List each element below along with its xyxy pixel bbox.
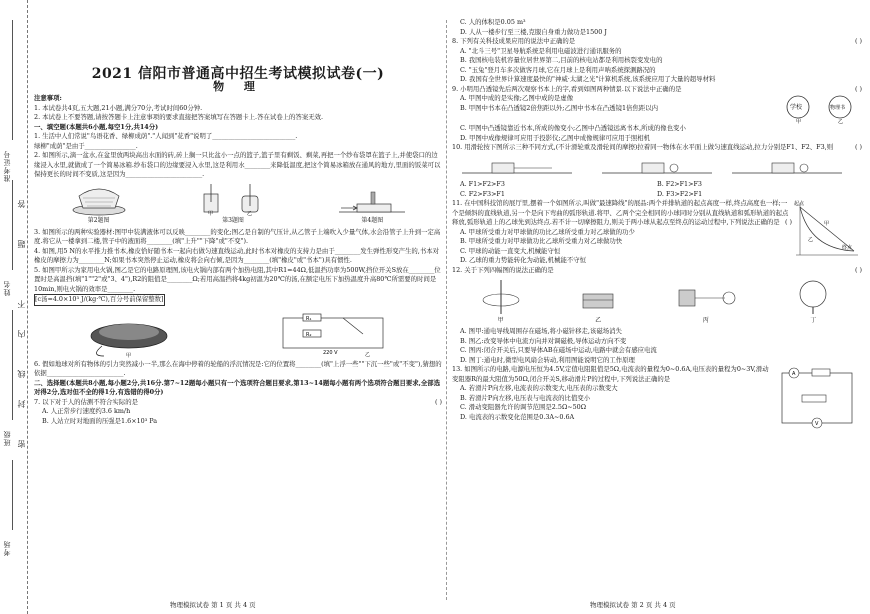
question-11-stem: 11. 在中国科技馆的展厅里,摆着一个如图所示,叫做"最速降线"的展品:两个并排轨道的起点高度一样,终点高度也一样;一个是倾斜的直线轨道,另一个是向下弯曲的弧形轨道.将甲、乙两个完全相同的小球同时分别从直线轨道和弧形轨道的起点释放,弧形轨道上的乙球先到达终点.若不计一切摩擦阻力,则关于两小球从起点至终点的运动过程中,下列说法正确的是	[452, 199, 789, 226]
answer-paren: ( )	[854, 84, 862, 93]
q12-option-c: C. 图丙:闭合开关后,只要导体AB在磁场中运动,电路中就会有感应电流	[460, 346, 657, 354]
question-12-stem: 12. 关于下列四幅图的说法正确的是	[452, 265, 554, 274]
q12-option-a: A. 图甲:通电导线周围存在磁场,将小磁针移走,该磁场消失	[460, 327, 622, 335]
figure-q12-label: 甲	[497, 316, 504, 324]
question-7	[34, 398, 442, 408]
magnet-rail-illustration	[573, 278, 623, 316]
section-1-heading: 一、填空题(本题共6小题,每空1分,共14分)	[34, 122, 159, 131]
question-5: 5. 如图甲所示为家用电火锅,图乙是它的电路原理图,该电火锅内部有两个加热电阻,其中R1=44Ω,低温挡功率为500W,挡位开关S放在________位置时是高温挡(填"1""2"或"3、4"),R2的阻值是________Ω;若用高温挡将4kg初温为20℃的汤,在额定电压下加热温度升高80℃所需要的时间是10min,则电火锅的效率是________.	[34, 265, 441, 293]
question-3: 3. 如图所示的两种实验器材:图甲中装满液体可以反映________的变化;图乙是自制的气压计,从乙管子上端吹入少量气体,水会沿管子上升到一定高度.将它从一楼拿到二楼,管子中的液面将________(填"上升""下降"或"不变").	[34, 227, 441, 245]
circuit-r1-r2-illustration	[273, 312, 393, 358]
fan-illustration	[788, 278, 838, 316]
q11-option-a: A. 甲球所受重力对甲球做的功比乙球所受重力对乙球做的功少	[460, 227, 635, 236]
question-6: 6. 假如地球对所有物体的引力突然减小一半,那么在海中停着的轮船的浮沉情况是:它的位置将________(填"上浮一些""下沉一些"或"不变"),猜想的依据________________________.	[34, 359, 442, 377]
gutter-seal-char: 内	[17, 330, 26, 338]
q10-option-c: C. F2>F3>F1	[460, 189, 505, 198]
q10-options-row-2	[452, 190, 862, 200]
gutter-line	[12, 460, 13, 530]
lens-text-school: 学校	[790, 104, 803, 111]
figure-caption: 第3题图	[222, 217, 244, 224]
q13-option-b: B. 若滑片P向左移,电压表与电流表的比值变小	[460, 393, 591, 402]
figure-q12-ding	[788, 278, 838, 326]
q10-options-row-1	[452, 180, 862, 190]
question-12	[452, 266, 862, 276]
answer-paren: ( )	[854, 37, 862, 45]
exam-subject: 物 理	[213, 79, 263, 93]
question-7-stem: 7. 以下对于人的估测不符合实际的是	[34, 397, 138, 406]
answer-paren: ( )	[854, 265, 862, 274]
answer-paren: ( )	[434, 397, 442, 406]
page-divider	[446, 20, 447, 600]
figure-q3	[198, 182, 268, 226]
gutter-seal-char: 题	[17, 240, 26, 248]
track-start-label: 起点	[794, 201, 805, 207]
figure-q2	[69, 182, 129, 226]
fig5-label-jia: 甲	[125, 352, 131, 358]
question-9-stem: 9. 小明用凸透镜先后两次观察书本上的字,看到如图两种情景.以下说法中正确的是	[452, 84, 682, 93]
q11-option-b: B. 甲球所受重力对甲球做功比乙球所受重力对乙球做功快	[460, 237, 623, 245]
pressure-gauge-illustration	[198, 182, 268, 216]
figure-caption: 第2题图	[87, 217, 110, 224]
book-eraser-illustration	[337, 182, 407, 216]
track-label-yi: 乙	[808, 237, 814, 243]
figure-q5	[34, 308, 442, 358]
q13-option-d: D. 电流表的示数变化范围是0.3A~0.6A	[460, 412, 575, 421]
q11-option-d: D. 乙球的重力势能转化为动能,机械能不守恒	[460, 256, 587, 264]
track-label-jia: 甲	[824, 221, 830, 227]
track-end-label: 终点	[842, 245, 853, 251]
question-9	[452, 85, 862, 95]
q9-option-c: C. 甲图中凸透镜靠近书本,所成的像变小;乙图中凸透镜远离书本,所成的像也变小	[460, 124, 686, 132]
q7-option-b: B. 人站立时对地面的压强是1.6×10³ Pa	[42, 416, 158, 425]
note-1: 1. 本试卷共4页,五大题,21小题,满分70分,考试时间60分钟.	[34, 103, 203, 112]
answer-paren: ( )	[784, 218, 792, 226]
q11-option-c: C. 甲球的动能一直变大,机械能守恒	[460, 246, 561, 255]
question-5-constant	[34, 294, 442, 306]
gutter-line	[12, 180, 13, 270]
q13-option-c: C. 滑动变阻器允许的调节范围是2.5Ω~50Ω	[460, 403, 587, 411]
q7-option-d: D. 人从一楼步行至三楼,克服自身重力做功是1500 J	[460, 27, 607, 36]
figures-2-3-4	[34, 182, 442, 226]
lens-label-yi: 乙	[838, 119, 844, 124]
q8-option-c: C. "玉兔"登月车多次做客月球,它在月球上是利用声呐系统探测路况的	[460, 65, 656, 74]
figure-caption: 第4题图	[361, 217, 384, 224]
q9-option-a: A. 甲图中成的是实像;乙图中成的是虚像	[460, 94, 574, 102]
figure-q12-bing	[671, 278, 741, 326]
question-10	[452, 143, 862, 153]
gutter-line	[12, 20, 13, 140]
fig5-voltage: 220 V	[322, 349, 338, 356]
gutter-label-name: 姓名	[3, 280, 11, 296]
svg-text:R₁: R₁	[305, 315, 311, 322]
fig3-label-jia: 甲	[207, 211, 213, 216]
binding-gutter	[0, 0, 28, 614]
figure-q12	[452, 277, 862, 325]
q10-option-d: D. F3>F2>F1	[657, 189, 703, 198]
page-2	[452, 18, 862, 431]
gutter-label-class: 班级	[3, 430, 11, 446]
q13-text	[452, 365, 772, 431]
pulley-figure	[452, 153, 852, 177]
induction-illustration	[671, 278, 741, 316]
question-2: 2. 如图所示,滴一盆水,在盆里放两块高出水面的砖,砖上搁一只比盆小一点的篮子,篮子里有剩饭、剩菜,再把一个纱布袋罩在篮子上,并使袋口的边缘浸入水里,就做成了一个简易冰箱.纱布袋口的边缘要浸入水里,这是利用水________来降低温度,把这个简易冰箱放在通风的地方,里面的饭菜可以保持更长的时间不变质,这是因为________________________.	[34, 151, 441, 178]
q13-option-a: A. 若滑片P向左移,电流表的示数变大,电压表的示数变大	[460, 384, 618, 392]
gutter-seal-char: 密	[17, 440, 26, 448]
question-8-stem: 8. 下列有关科技成果应用的说法中正确的是	[452, 37, 576, 45]
figure-q12-jia	[476, 278, 526, 326]
brachistochrone-figure	[792, 199, 862, 259]
q8-option-b: B. 我国核电装机容量位居世界第二,目前的核电站都是利用核裂变发电的	[460, 56, 663, 64]
q10-option-b: B. F2>F1>F3	[657, 180, 702, 188]
q8-option-d: D. 我国有全世界计算速度最快的"神威·太湖之光"计算机系统,该系统应用了大量的超导材料	[460, 75, 716, 83]
gutter-line	[12, 310, 13, 420]
q9-options	[452, 94, 778, 124]
gutter-label-ticket-number: 准考证号	[3, 150, 11, 182]
food-basket-illustration	[69, 182, 129, 216]
compass-wire-illustration	[476, 278, 526, 316]
q10-option-a: A. F1>F2>F3	[460, 180, 505, 188]
figure-q12-label: 丁	[810, 316, 817, 324]
q13-block	[452, 365, 862, 431]
question-1-part-b: 绿柳"成荫"是由于________________.	[34, 141, 138, 150]
figure-q12-yi	[573, 278, 623, 326]
gutter-label-exam-room: 考场	[3, 540, 11, 556]
section-2-heading: 二、选择题(本题共8小题,每小题2分,共16分.第7~12题每小题只有一个选项符合题目要求,第13~14题每小题有两个选项符合题目要求,全部选对得2分,选对但不全的得1分,有选错的得0分)	[34, 378, 441, 396]
q11-block	[452, 199, 862, 266]
gutter-seal-char: 线	[17, 370, 26, 378]
svg-text:A: A	[792, 371, 796, 377]
question-11	[452, 199, 792, 228]
hotpot-illustration	[84, 312, 174, 358]
gutter-seal-char: 封	[17, 400, 26, 408]
q9-option-b: B. 甲图中书本在凸透镜2倍焦距以外;乙图中书本在凸透镜1倍焦距以内	[460, 103, 658, 112]
exam-title: 2021 信阳市普通高中招生考试模拟试卷(一)	[91, 66, 385, 82]
gutter-seal-char: 答	[17, 200, 26, 208]
figure-q12-label: 丙	[702, 316, 709, 324]
figure-q4	[337, 182, 407, 226]
svg-text:R₂: R₂	[305, 331, 311, 338]
figure-q12-label: 乙	[595, 316, 602, 324]
q9-block	[452, 94, 862, 124]
q12-option-b: B. 图乙:改变导体中电流方向并对调磁极,导体运动方向不变	[460, 336, 627, 345]
q9-option-d: D. 甲图中成像规律可应用于投影仪;乙图中成像规律可应用于照相机	[460, 133, 651, 142]
svg-text:V: V	[815, 421, 819, 427]
fig5-label-yi: 乙	[364, 351, 370, 358]
question-1: 1. 生活中人们常说"鸟语花香、绿柳成荫"."人闻到"花香"说明了__________________________.	[34, 132, 298, 140]
question-4: 4. 如图,用5 N的水平推力推书本,橡皮恰好随书本一起向右做匀速直线运动,此时书本对橡皮的支持力是由于________发生弹性形变产生的,书本对橡皮的摩擦力为________N;如果书本突然停止运动,橡皮将会向右倾,是因为________(填"橡皮"或"书本")具有惯性.	[34, 246, 439, 264]
question-13: 13. 如图所示的电路,电源电压恒为4.5V,定值电阻阻值是5Ω,电流表的量程为0~0.6A,电压表的量程为0~3V,滑动变阻器R的最大阻值为50Ω,闭合开关S,移动滑片P的过程中,下列说法正确的是	[452, 365, 769, 383]
footer-page-2: 物理模拟试卷 第 2 页 共 4 页	[590, 601, 676, 609]
lens-label-jia: 甲	[796, 119, 802, 124]
notes-heading: 注意事项:	[34, 94, 62, 102]
lens-figure	[778, 94, 862, 124]
question-8	[452, 37, 862, 47]
q13-circuit-figure	[772, 365, 862, 431]
question-10-stem: 10. 用滑轮按下图所示三种不同方式,(不计滑轮重及滑轮间的摩擦)拉着同一物体在水平面上做匀速直线运动,拉力分别是F1、F2、F3,则	[452, 143, 834, 151]
note-2: 2. 本试卷上不要答题,请按答题卡上注意事项的要求直接把答案填写在答题卡上.答在试卷上的答案无效.	[34, 113, 324, 121]
q8-option-a: A. "北斗三号"卫星导航系统是利用电磁波进行通讯服务的	[460, 46, 622, 55]
page-1	[34, 18, 442, 426]
q7-option-c: C. 人的体积是0.05 m³	[460, 18, 526, 26]
q12-option-d: D. 图丁:通电时,微型电风扇会转动,利用图能说明它的工作原理	[460, 355, 635, 364]
lens-text-physics-book: 物理书	[830, 105, 846, 111]
footer-page-1: 物理模拟试卷 第 1 页 共 4 页	[170, 601, 256, 609]
gutter-seal-char: 不	[17, 300, 26, 308]
q7-option-a: A. 人正常步行速度约3.6 km/h	[42, 407, 131, 415]
answer-paren: ( )	[854, 143, 862, 151]
specific-heat-box: [c汤=4.0×10³ J/(kg·℃),百分号前保留整数]	[34, 294, 165, 306]
fig3-label-yi: 乙	[246, 211, 252, 216]
q11-text	[452, 199, 792, 266]
